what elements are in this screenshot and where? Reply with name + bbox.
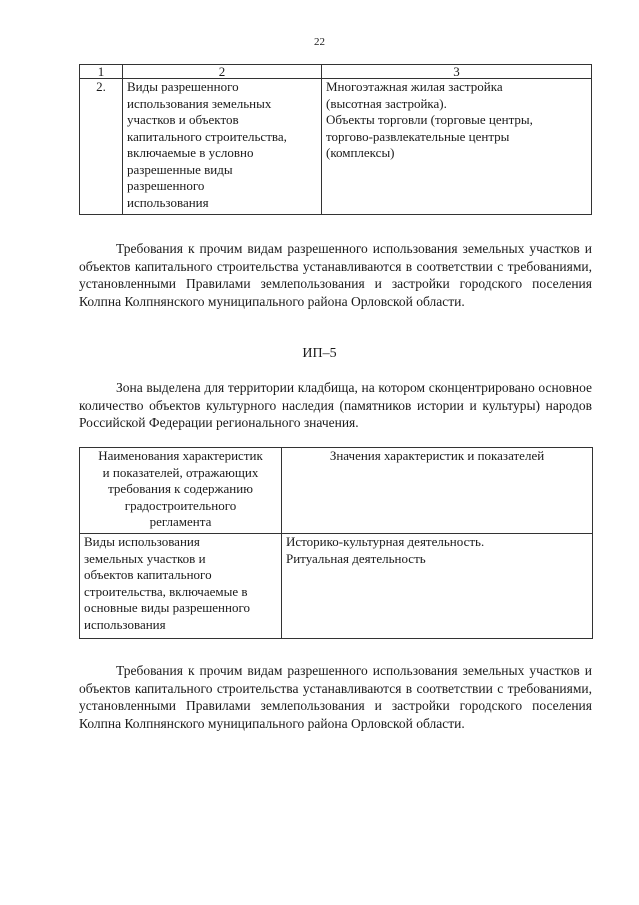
land-use-category-cell [123,79,322,215]
table-header-row [80,448,593,534]
column-number-row [80,65,592,79]
cell-line: разрешенного [127,178,205,193]
cell-line: капитального строительства, [127,128,287,144]
cell-line: участков и объектов [127,112,239,127]
requirements-paragraph-2: Требования к прочим видам разрешенного использования земельных участков и объектов капитального строительства устанавливаются в соответствии с требованиями, установленными Правилами землепользования и застройки городского поселения Колпна Колпнянского муниципального района Орловской области. [79,663,592,731]
zone-description-paragraph: Зона выделена для территории кладбища, на котором сконцентрировано основное количество объектов культурного наследия (памятников истории и культуры) народов Российской Федерации регионального значения. [79,380,592,431]
cell-line: разрешенные виды [127,161,233,177]
header-line: Наименования характеристик [98,448,263,463]
cell-line: объектов капитального [84,567,212,582]
characteristics-values-header: Значения характеристик и показателей [282,448,593,534]
cell-line: Виды разрешенного [127,79,239,94]
cell-line: использования [127,194,209,210]
header-line: градостроительного [124,497,237,513]
table-row [80,79,592,215]
cell-line: земельных участков и [84,550,206,566]
header-line: регламента [149,514,212,529]
cell-line: Объекты торговли (торговые центры, [326,112,533,127]
cell-line: основные виды разрешенного [84,600,250,615]
header-line: требования к содержанию [108,481,253,496]
cell-line: включаемые в условно [127,145,254,160]
cell-line: использования [84,616,166,632]
column-number-3: 3 [322,65,592,79]
row-number: 2. [80,79,123,215]
cell-line: Историко-культурная деятельность. [286,534,485,549]
column-number-1: 1 [80,65,123,79]
characteristics-name-header [80,448,282,534]
cell-line: торгово-развлекательные центры [326,128,510,144]
cell-line: строительства, включаемые в [84,583,248,599]
zone-characteristics-table [79,447,593,639]
cell-line: Виды использования [84,534,200,549]
land-use-values-cell [322,79,592,215]
cell-line: использования земельных [127,95,272,111]
header-line: и показателей, отражающих [102,464,259,480]
land-use-types-cell [80,534,282,639]
column-number-2: 2 [123,65,322,79]
land-use-table [79,64,592,215]
cell-line: (высотная застройка). [326,95,447,111]
table-row [80,534,593,639]
page-number: 22 [314,36,325,48]
requirements-paragraph: Требования к прочим видам разрешенного использования земельных участков и объектов капитального строительства устанавливаются в соответствии с требованиями, установленными Правилами землепользования и застройки городского поселения Колпна Колпнянского муниципального района Орловской области. [79,241,592,309]
cell-line: (комплексы) [326,145,395,160]
land-use-values-cell [282,534,593,639]
cell-line: Ритуальная деятельность [286,550,426,566]
zone-heading: ИП–5 [302,346,337,361]
cell-line: Многоэтажная жилая застройка [326,79,503,94]
